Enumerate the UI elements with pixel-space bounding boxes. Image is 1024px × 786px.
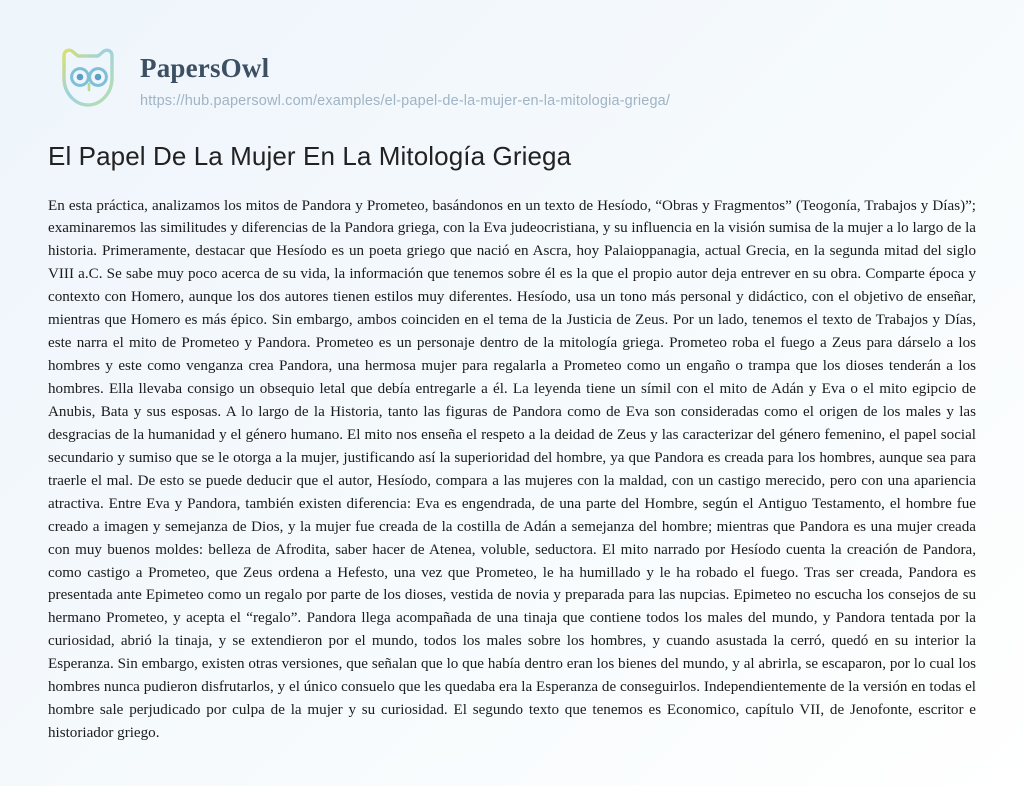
owl-logo-icon [54, 44, 122, 112]
document-body-text: En esta práctica, analizamos los mitos de Pandora y Prometeo, basándonos en un texto de Hesíodo, “Obras y Fragmentos” (Teogonía, Trabajos y Días)”; examinaremos las similitudes y diferencias de la Pandora griega, con la Eva judeocristiana, y su influencia en la visión sumisa de la mujer a lo largo de la historia. Primeramente, destacar que Hesíodo es un poeta griego que nació en Ascra, hoy Palaioppanagia, actual Grecia, en la segunda mitad del siglo VIII a.C. Se sabe muy poco acerca de su vida, la información que tenemos sobre él es la que el propio autor deja entrever en su obra. Comparte época y contexto con Homero, aunque los dos autores tienen estilos muy diferentes. Hesíodo, usa un tono más personal y didáctico, con el objetivo de enseñar, mientras que Homero es más épico. Sin embargo, ambos coinciden en el tema de la Justicia de Zeus. Por un lado, tenemos el texto de Trabajos y Días, este narra el mito de Prometeo y Pandora. Prometeo es un personaje dentro de la mitología griega. Prometeo roba el fuego a Zeus para dárselo a los hombres y este como venganza crea Pandora, una hermosa mujer para regalarla a Prometeo como un engaño o trampa que los dioses tenderán a los hombres. Ella llevaba consigo un obsequio letal que debía entregarle a él. La leyenda tiene un símil con el mito de Adán y Eva o el mito egipcio de Anubis, Bata y sus esposas. A lo largo de la Historia, tanto las figuras de Pandora como de Eva son consideradas como el origen de los males y las desgracias de la humanidad y el género humano. El mito nos enseña el respeto a la deidad de Zeus y las caracterizar del género femenino, el papel social secundario y sumiso que se le otorga a la mujer, justificando así la superioridad del hombre, ya que Pandora es creada para los hombres, aunque sea para traerle el mal. De esto se puede deducir que el autor, Hesíodo, compara a las mujeres con la maldad, con un castigo merecido, pero con una apariencia atractiva. Entre Eva y Pandora, también existen diferencia: Eva es engendrada, de una parte del Hombre, según el Antiguo Testamento, el hombre fue creado a imagen y semejanza de Dios, y la mujer fue creada de la costilla de Adán a semejanza del hombre; mientras que Pandora es una mujer creada con muy buenos moldes: belleza de Afrodita, saber hacer de Atenea, voluble, seductora. El mito narrado por Hesíodo cuenta la creación de Pandora, como castigo a Prometeo, que Zeus ordena a Hefesto, una vez que Prometeo, le ha humillado y le ha robado el fuego. Tras ser creada, Pandora es presentada ante Epimeteo como un regalo por parte de los dioses, vestida de novia y preparada para las nupcias. Epimeteo no escucha los consejos de su hermano Prometeo, y acepta el “regalo”. Pandora llega acompañada de una tinaja que contiene todos los males del mundo, y Pandora tentada por la curiosidad, abrió la tinaja, y se extendieron por el mundo, todos los males sobre los hombres, y cuando asustada la cerró, quedó en su interior la Esperanza. Sin embargo, existen otras versiones, que señalan que lo que había dentro eran los bienes del mundo, y al abrirla, se escaparon, por lo cual los hombres nunca pudieron disfrutarlos, y el único consuelo que les quedaba era la Esperanza de conseguirlos. Independientemente de la versión en todas el hombre sale perjudicado por culpa de la mujer y su curiosidad. El segundo texto que tenemos es Economico, capítulo VII, de Jenofonte, escritor e historiador griego. [48, 197, 976, 742]
brand-name: PapersOwl [140, 53, 270, 83]
brand-block [140, 40, 670, 109]
site-header [46, 40, 978, 112]
page-title: El Papel De La Mujer En La Mitología Griega [48, 141, 572, 171]
source-url[interactable]: https://hub.papersowl.com/examples/el-papel-de-la-mujer-en-la-mitologia-griega/ [140, 92, 671, 109]
